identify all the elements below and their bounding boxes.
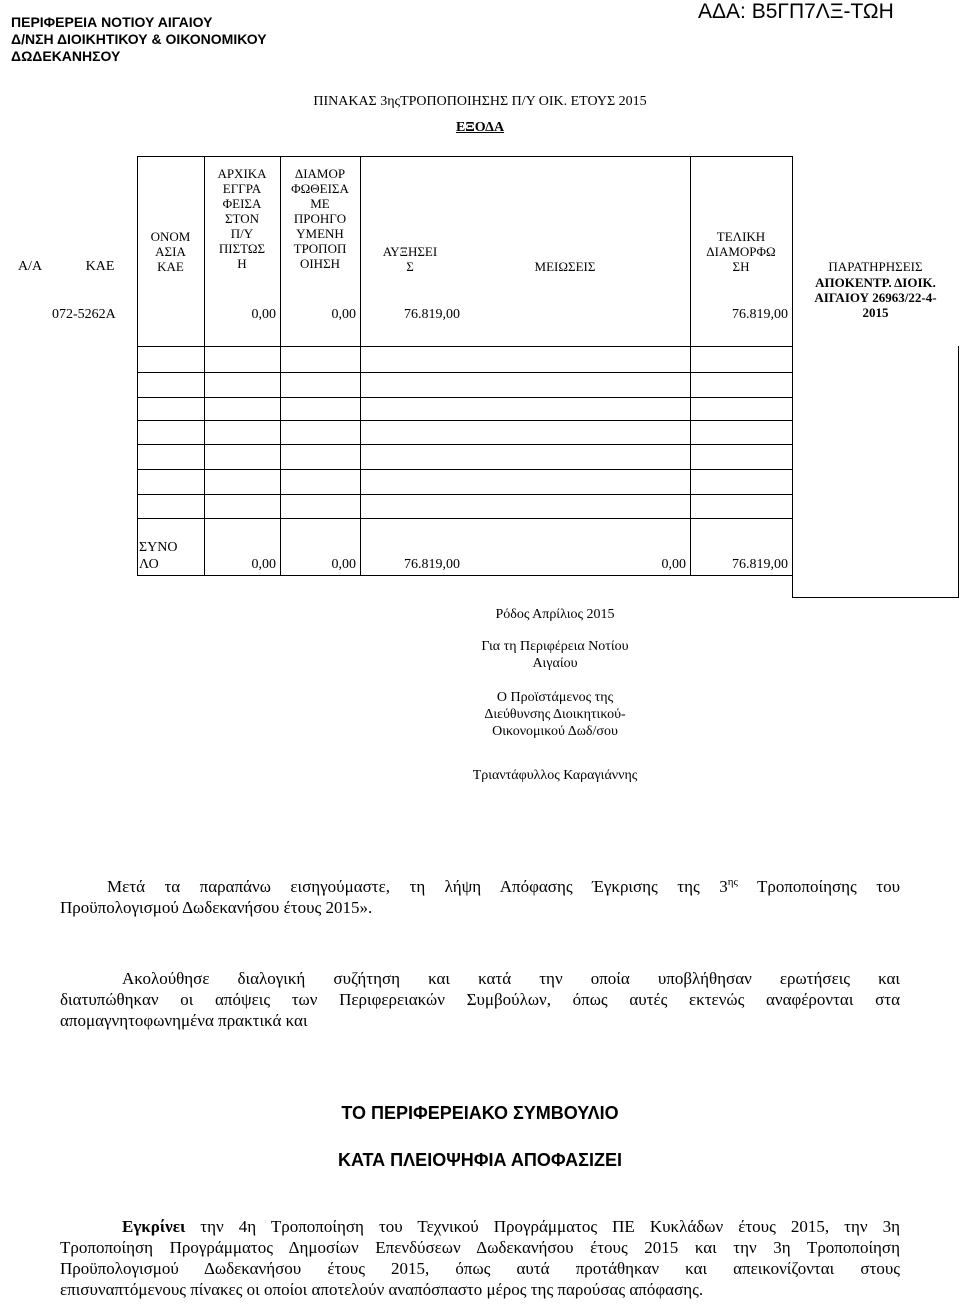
row-previous: 0,00 xyxy=(331,307,356,322)
row-final: 76.819,00 xyxy=(732,307,788,322)
total-decreases: 0,00 xyxy=(661,557,686,572)
place-date: Ρόδος Απρίλιος 2015 xyxy=(495,607,615,622)
header-aa: Α/Α xyxy=(17,259,43,274)
organization-header xyxy=(11,14,267,65)
paragraph-discussion: Ακολούθησε διαλογική συζήτηση και κατά την οποία υποβλήθησαν ερωτήσεις και διατυπώθηκαν οι απόψεις των Περιφερειακών Συμβούλων, όπως αυτές εκτενώς αναφέρονται στα απομαγνητοφωνημένα πρακτικά και xyxy=(60,969,900,1030)
org-line-3: ΔΩΔΕΚΑΝΗΣΟΥ xyxy=(11,48,121,64)
signatory-name: Τριαντάφυλλος Καραγιάννης xyxy=(472,768,638,783)
ada-code: ΑΔΑ: Β5ΓΠ7ΛΞ-ΤΩΗ xyxy=(698,0,894,23)
total-increases: 76.819,00 xyxy=(404,557,460,572)
row-remarks: ΑΠΟΚΕΝΤΡ. ΔΙΟΙΚ. ΑΙΓΑΙΟΥ 26963/22-4- 2015 xyxy=(814,275,937,320)
signature-for: Για τη Περιφέρεια Νοτίου Αιγαίου xyxy=(481,639,629,671)
header-previous-amendment: ΔΙΑΜΟΡ ΦΩΘΕΙΣΑ ΜΕ ΠΡΟΗΓΟ ΥΜΕΝΗ ΤΡΟΠΟΠ ΟΙΗΣΗ xyxy=(291,166,349,271)
header-initial-credit: ΑΡΧΙΚΑ ΕΓΓΡΑ ΦΕΙΣΑ ΣΤΟΝ Π/Υ ΠΙΣΤΩΣ Η xyxy=(217,166,267,271)
header-remarks: ΠΑΡΑΤΗΡΗΣΕΙΣ xyxy=(828,259,923,274)
header-final-formation: ΤΕΛΙΚΗ ΔΙΑΜΟΡΦΩ ΣΗ xyxy=(706,229,776,274)
row-kae: 072-5262Α xyxy=(52,307,116,322)
org-line-2: Δ/ΝΣΗ ΔΙΟΙΚΗΤΙΚΟΥ & ΟΙΚΟΝΟΜΙΚΟΥ xyxy=(11,31,267,47)
table-title: ΠΙΝΑΚΑΣ 3ηςΤΡΟΠΟΠΟΙΗΣΗΣ Π/Υ ΟΙΚ. ΕΤΟΥΣ 2015 xyxy=(313,94,647,109)
header-decreases: ΜΕΙΩΣΕΙΣ xyxy=(534,259,596,274)
row-initial: 0,00 xyxy=(251,307,276,322)
org-line-1: ΠΕΡΙΦΕΡΕΙΑ ΝΟΤΙΟΥ ΑΙΓΑΙΟΥ xyxy=(11,14,213,30)
header-kae: ΚΑΕ xyxy=(85,259,115,274)
paragraph-proposal: Μετά τα παραπάνω εισηγούμαστε, τη λήψη Απόφασης Έγκρισης της $3^{\eta\varsigma}$ Τροποποίησης του Προϋπολογισμού Δωδεκανήσου έτους 2015». xyxy=(60,876,900,917)
total-final: 76.819,00 xyxy=(732,557,788,572)
table-subtitle: ΕΞΟΔΑ xyxy=(455,120,505,135)
total-initial: 0,00 xyxy=(251,557,276,572)
total-previous: 0,00 xyxy=(331,557,356,572)
row-increases: 76.819,00 xyxy=(404,307,460,322)
council-heading: ΤΟ ΠΕΡΙΦΕΡΕΙΑΚΟ ΣΥΜΒΟΥΛΙΟ xyxy=(341,1103,619,1123)
header-kae-name: ΟΝΟΜ ΑΣΙΑ ΚΑΕ xyxy=(150,229,191,274)
decision-heading: ΚΑΤΑ ΠΛΕΙΟΨΗΦΙΑ ΑΠΟΦΑΣΙΖΕΙ xyxy=(338,1150,622,1170)
paragraph-approval: Εγκρίνει την 4η Τροποποίηση του Τεχνικού Προγράμματος ΠΕ Κυκλάδων έτους 2015, την 3η Τροποποίηση Προγράμματος Δημοσίων Επενδύσεων Δωδεκανήσου έτους 2015 και την 3η Τροποποίηση Προϋπολογισμού Δωδεκανήσου έτους 2015, όπως αυτά προτάθηκαν και απεικονίζονται στους επισυναπτόμενους πίνακες οι οποίοι αποτελούν αναπόσπαστο μέρος της παρούσας απόφασης. xyxy=(60,1217,900,1299)
total-label: ΣΥΝΟ ΛΟ xyxy=(139,540,178,572)
header-increases: ΑΥΞΗΣΕΙ Σ xyxy=(382,244,438,274)
signature-role: Ο Προϊστάμενος της Διεύθυνσης Διοικητικού- Οικονομικού Δωδ/σου xyxy=(484,690,626,739)
